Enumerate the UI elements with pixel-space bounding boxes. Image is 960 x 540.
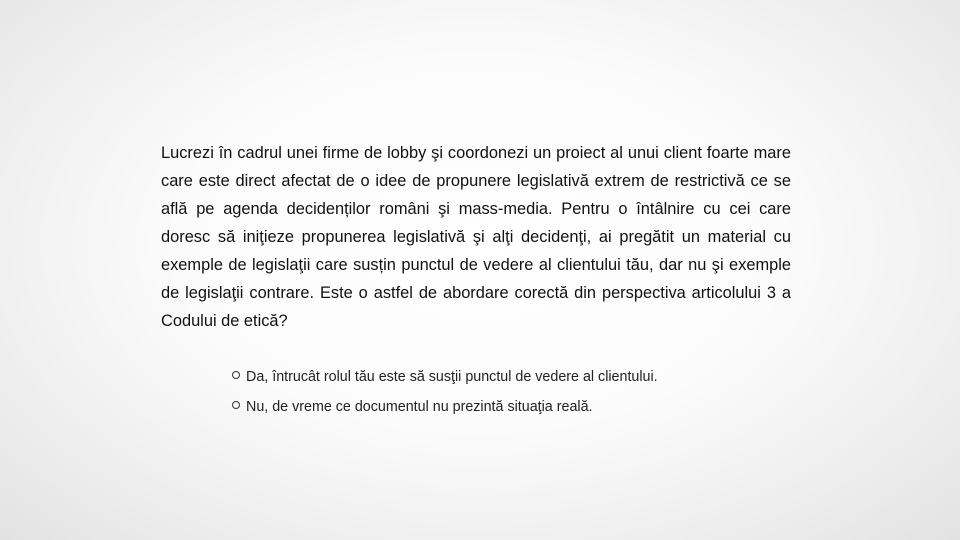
answer-option-nu[interactable] (232, 394, 792, 420)
answer-label: Da, întrucât rolul tău este să susţii punctul de vedere al clientului. (246, 369, 658, 385)
question-text: Lucrezi în cadrul unei firme de lobby şi coordonezi un proiect al unui client foarte mare care este direct afectat de o idee de propunere legislativă extrem de restrictivă ce se află pe agenda decidenților români şi mass-media. Pentru o întâlnire cu cei care doresc să iniţieze propunerea legislativă şi alţi decidenţi, ai pregătit un material cu exemple de legislaţii care susțin punctul de vedere al clientului tău, dar nu şi exemple de legislaţii contrare. Este o astfel de abordare corectă din perspectiva articolului 3 a Codului de etică? (161, 144, 791, 330)
radio-circle-icon[interactable] (232, 401, 240, 409)
answer-options (232, 364, 792, 424)
radio-circle-icon[interactable] (232, 371, 240, 379)
answer-option-da[interactable] (232, 364, 792, 390)
answer-label: Nu, de vreme ce documentul nu prezintă situaţia reală. (246, 399, 593, 415)
